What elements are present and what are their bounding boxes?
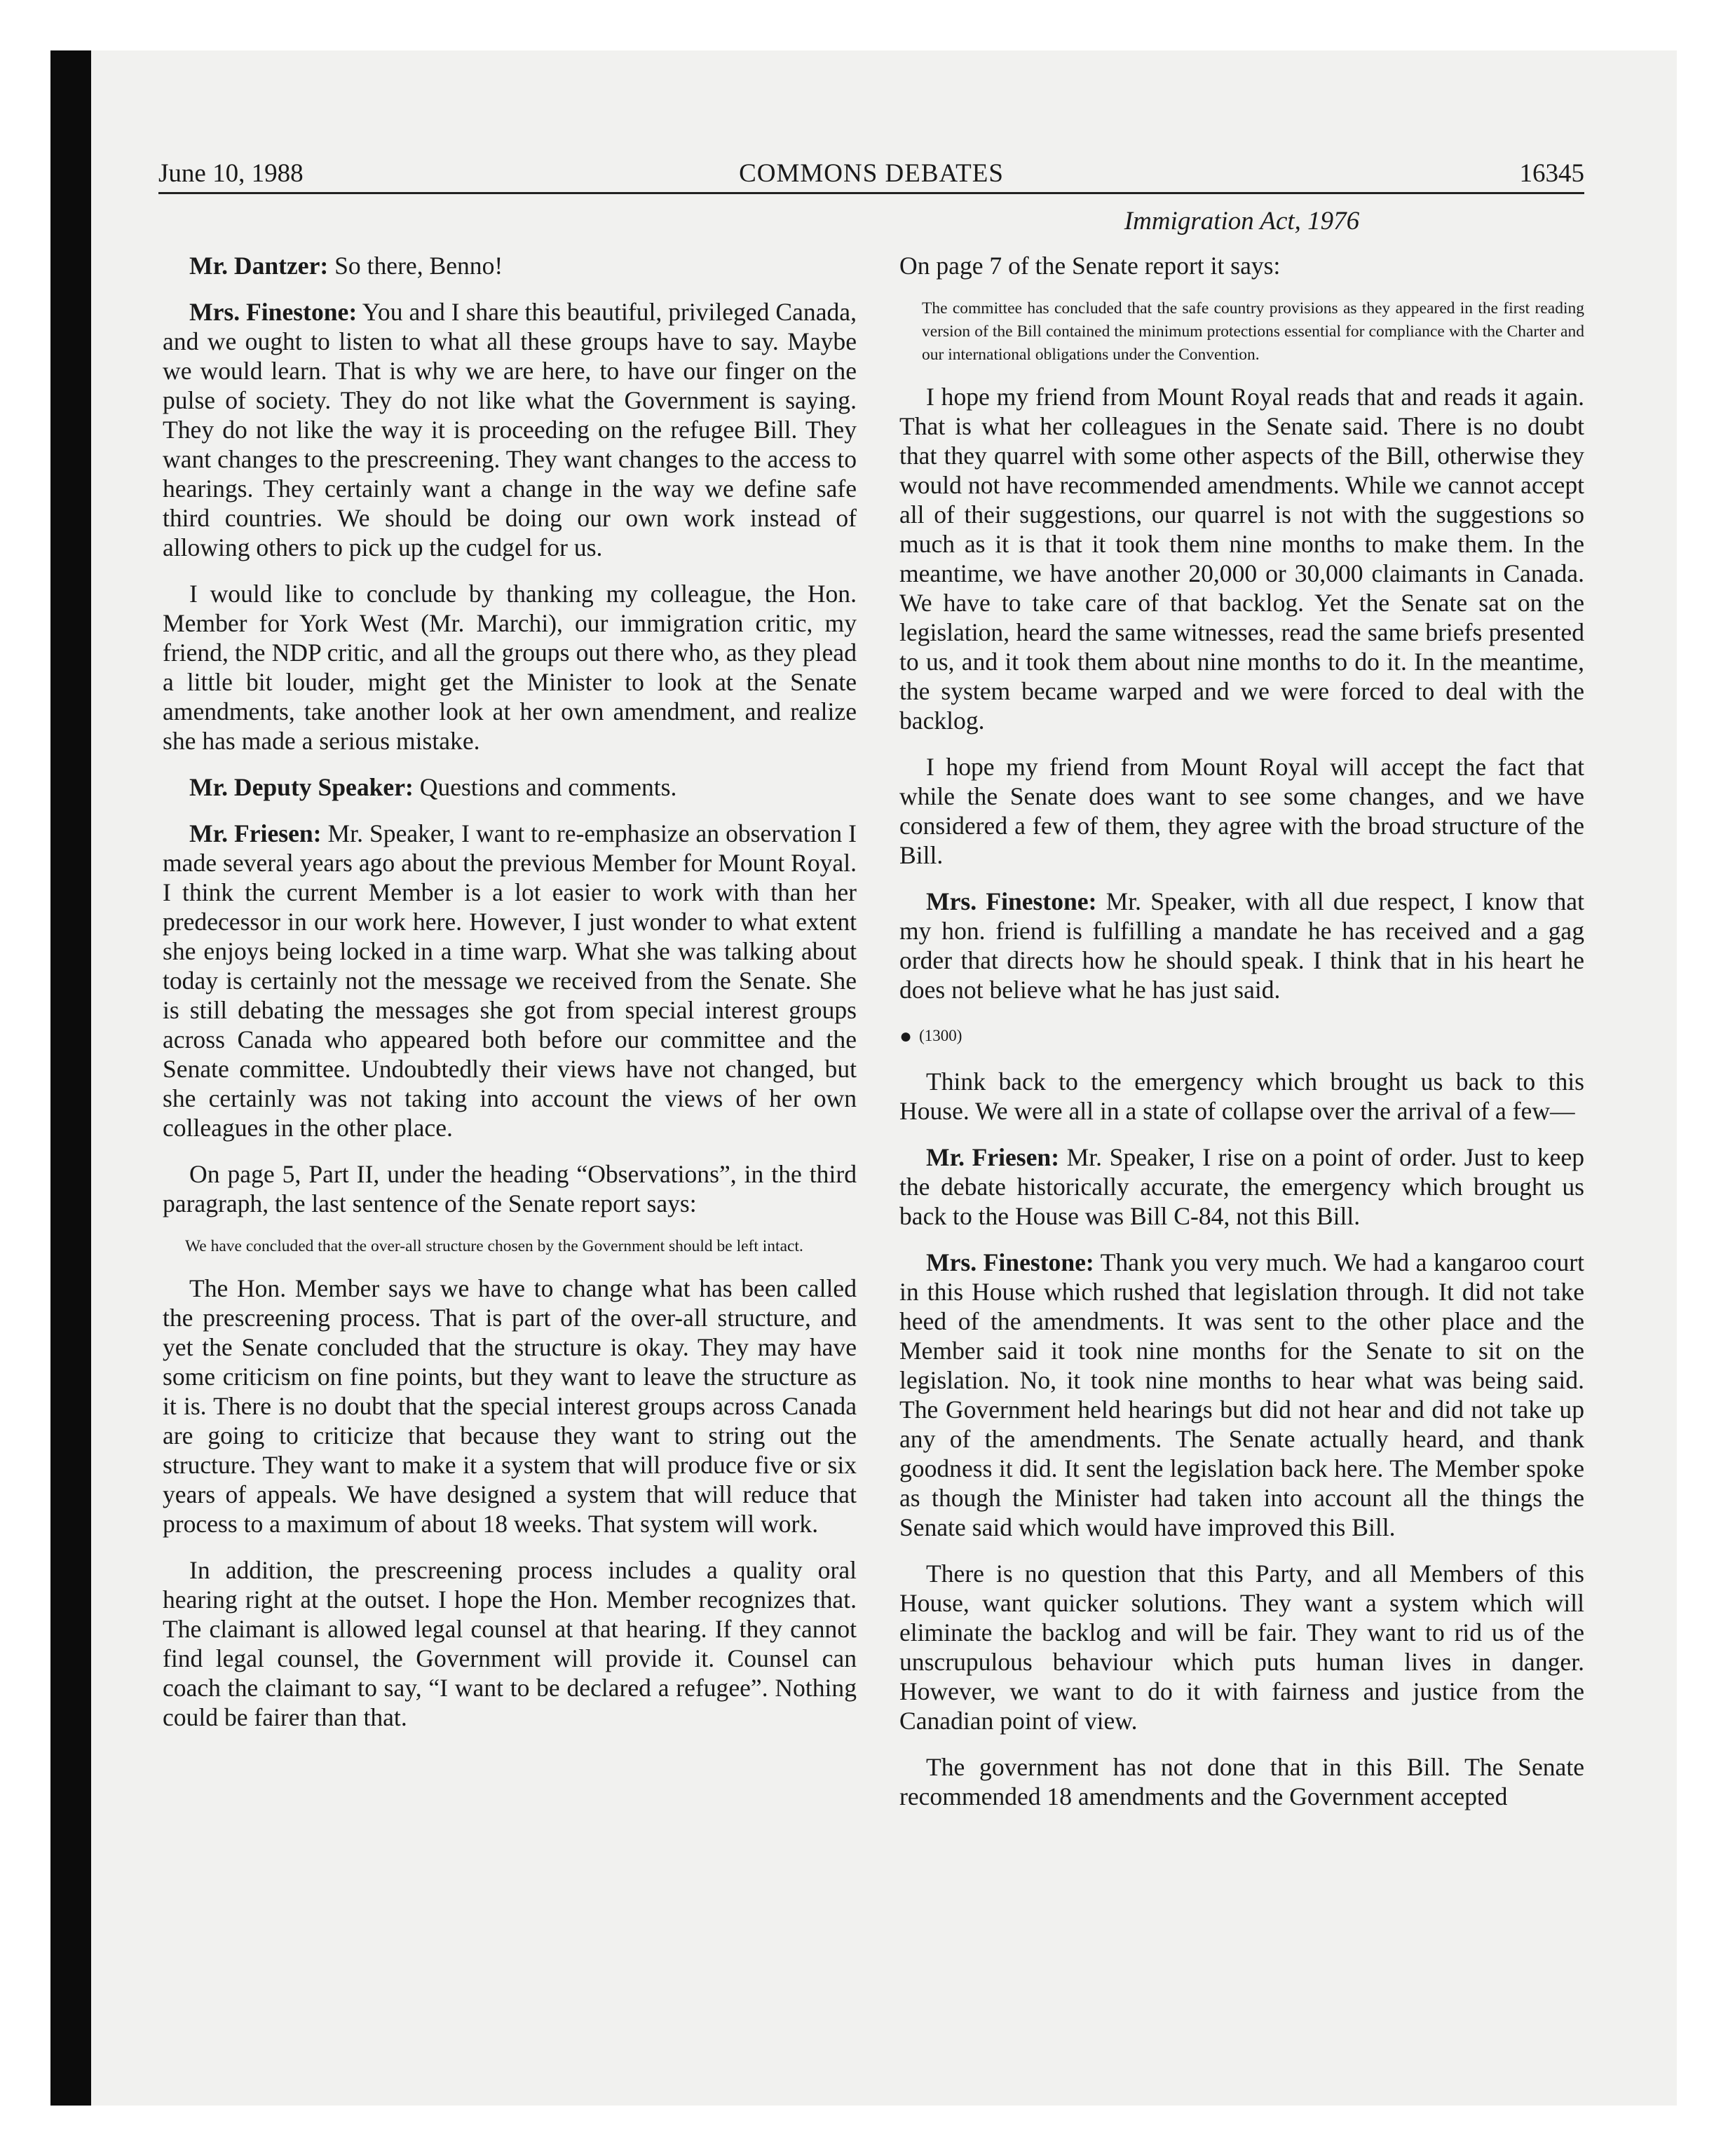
scan-edge xyxy=(50,50,91,2106)
quoted-passage: The committee has concluded that the safe country provisions as they appeared in the first reading version of the Bill contained the minimum protections essential for compliance with the Charter and our international obligations under the Convention. xyxy=(922,299,1584,364)
paragraph-text: Think back to the emergency which brought us back to this House. We were all in a state of collapse over the arrival of a few— xyxy=(899,1067,1584,1125)
header-date: June 10, 1988 xyxy=(158,159,304,188)
time-marker xyxy=(899,1021,1584,1051)
speaker-name: Mrs. Finestone: xyxy=(926,1248,1094,1276)
right-column xyxy=(899,251,1584,1828)
paragraph xyxy=(899,1142,1584,1231)
page-number: 16345 xyxy=(1519,159,1584,188)
speaker-name: Mr. Dantzer: xyxy=(189,252,329,280)
paragraph xyxy=(899,251,1584,280)
paragraph xyxy=(899,1559,1584,1735)
paragraph xyxy=(163,772,857,802)
paragraph xyxy=(163,819,857,1142)
paragraph xyxy=(899,1248,1584,1542)
paragraph-text: I would like to conclude by thanking my colleague, the Hon. Member for York West (Mr. Marchi), our immigration critic, my friend, the NDP critic, and all the groups out there who, as they plead a little bit louder, might get the Minister to look at the Senate amendments, take another look at her own amendment, and realize she has made a serious mistake. xyxy=(163,580,857,755)
paragraph-text: The government has not done that in this Bill. The Senate recommended 18 amendments and the Government accepted xyxy=(899,1753,1584,1810)
paragraph-text: In addition, the prescreening process includes a quality oral hearing right at the outset. I hope the Hon. Member recognizes that. The claimant is allowed legal counsel at that hearing. If they cannot find legal counsel, the Government will provide it. Counsel can coach the claimant to say, “I want to be declared a refugee”. Nothing could be fairer than that. xyxy=(163,1556,857,1731)
speaker-name: Mr. Friesen: xyxy=(926,1143,1060,1171)
subject-heading: Immigration Act, 1976 xyxy=(1124,207,1360,236)
time-marker-text: (1300) xyxy=(919,1027,962,1044)
left-column xyxy=(163,251,857,1749)
running-header xyxy=(158,156,1584,194)
bullet-icon: ● xyxy=(899,1025,913,1048)
paragraph-text: Questions and comments. xyxy=(413,773,677,801)
paragraph-text: Mr. Speaker, with all due respect, I know that my hon. friend is fulfilling a mandate he has received and a gag order that directs how he should speak. I think that in his heart he does not believe what he has just said. xyxy=(899,887,1584,1004)
paragraph xyxy=(899,1067,1584,1126)
paragraph-text: On page 7 of the Senate report it says: xyxy=(899,252,1281,280)
paragraph-text: You and I share this beautiful, privileged Canada, and we ought to listen to what all these groups have to say. Maybe we would learn. That is why we are here, to have our finger on the pulse of society. They do not like what the Government is saying. They do not like the way it is proceeding on the refugee Bill. They want changes to the prescreening. They want changes to the access to hearings. They certainly want a change in the way we define safe third countries. We should be doing our own work instead of allowing others to pick up the cudgel for us. xyxy=(163,298,857,561)
paragraph xyxy=(163,1274,857,1538)
paragraph xyxy=(899,382,1584,735)
header-publication: COMMONS DEBATES xyxy=(739,159,1004,188)
speaker-name: Mr. Friesen: xyxy=(189,819,322,847)
paragraph-text: There is no question that this Party, and all Members of this House, want quicker solutions. They want a system which will eliminate the backlog and will be fair. They want to rid us of the unscrupulous behaviour which puts human lives in danger. However, we want to do it with fairness and justice from the Canadian point of view. xyxy=(899,1560,1584,1735)
paragraph-text: Thank you very much. We had a kangaroo court in this House which rushed that legislation through. It did not take heed of the amendments. It was sent to the other place and the Member said it took nine months for the Senate to sit on the legislation. No, it took nine months to hear what was being said. The Government held hearings but did not hear and did not take up any of the amendments. The Senate actually heard, and thank goodness it did. It sent the legislation back here. The Member spoke as though the Minister had taken into account all the things the Senate said which would have improved this Bill. xyxy=(899,1248,1584,1541)
quoted-passage: We have concluded that the over-all structure chosen by the Government should be left intact. xyxy=(185,1237,803,1255)
paragraph-text: The Hon. Member says we have to change what has been called the prescreening process. That is part of the over-all structure, and yet the Senate concluded that the structure is okay. They may have some criticism on fine points, but they want to leave the structure as it is. There is no doubt that the special interest groups across Canada are going to criticize that because they want to string out the structure. They want to make it a system that will produce five or six years of appeals. We have designed a system that will reduce that process to a maximum of about 18 weeks. That system will work. xyxy=(163,1274,857,1538)
paragraph xyxy=(899,752,1584,870)
paragraph-text: So there, Benno! xyxy=(328,252,503,280)
paragraph xyxy=(163,297,857,562)
paragraph xyxy=(163,579,857,756)
paragraph xyxy=(163,251,857,280)
paragraph xyxy=(163,1159,857,1218)
paragraph-text: On page 5, Part II, under the heading “Observations”, in the third paragraph, the last sentence of the Senate report says: xyxy=(163,1160,857,1217)
speaker-name: Mr. Deputy Speaker: xyxy=(189,773,414,801)
paragraph-text: I hope my friend from Mount Royal will accept the fact that while the Senate does want to see some changes, and we have considered a few of them, they agree with the broad structure of the Bill. xyxy=(899,753,1584,869)
speaker-name: Mrs. Finestone: xyxy=(926,887,1097,915)
paragraph-text: Mr. Speaker, I want to re-emphasize an observation I made several years ago about the previous Member for Mount Royal. I think the current Member is a lot easier to work with than her predecessor in our work here. However, I just wonder to what extent she enjoys being locked in a time warp. What she was talking about today is certainly not the message we received from the Senate. She is still debating the messages she got from special interest groups across Canada who appeared both before our committee and the Senate committee. Undoubtedly their views have not changed, but she certainly was not taking into account the views of her own colleagues in the other place. xyxy=(163,819,857,1142)
speaker-name: Mrs. Finestone: xyxy=(189,298,358,326)
paragraph xyxy=(163,1555,857,1732)
paragraph-text: I hope my friend from Mount Royal reads that and reads it again. That is what her colleagues in the Senate said. There is no doubt that they quarrel with some other aspects of the Bill, otherwise they would not have recommended amendments. While we cannot accept all of their suggestions, our quarrel is not with the suggestions so much as it is that it took them nine months to make them. In the meantime, we have another 20,000 or 30,000 claimants in Canada. We have to take care of that backlog. Yet the Senate sat on the legislation, heard the same witnesses, read the same briefs presented to us, and it took them about nine months to do it. In the meantime, the system became warped and we were forced to deal with the backlog. xyxy=(899,383,1584,735)
paragraph xyxy=(899,1752,1584,1811)
paragraph-text: Mr. Speaker, I rise on a point of order. Just to keep the debate historically accurate, the emergency which brought us back to the House was Bill C-84, not this Bill. xyxy=(899,1143,1584,1230)
paragraph xyxy=(899,887,1584,1004)
